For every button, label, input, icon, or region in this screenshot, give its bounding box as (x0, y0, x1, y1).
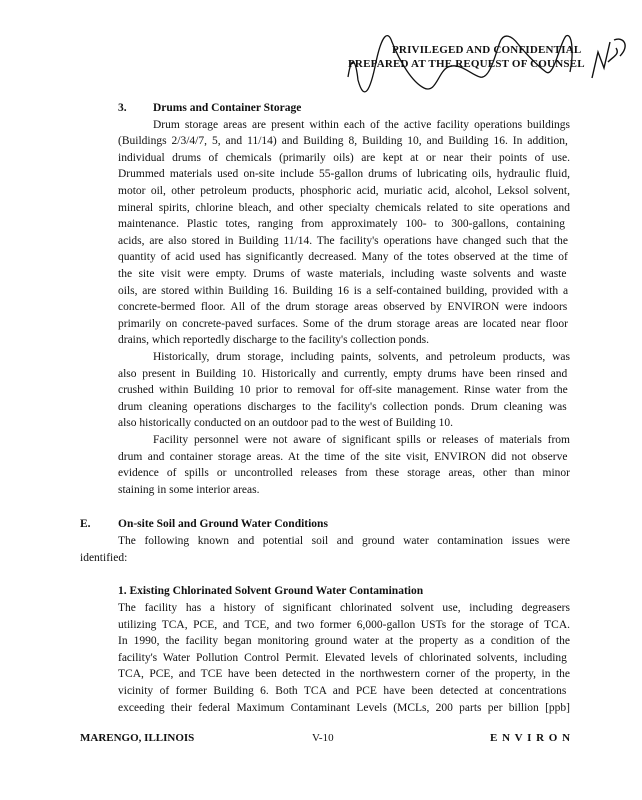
stamp-line-2: PREPARED AT THE REQUEST OF COUNSEL (348, 58, 585, 70)
body-line: mineral spirits, chlorine bleach, and other specialty chemicals related to site operations and (118, 201, 570, 214)
body-line: maintenance. Plastic totes, ranging from approximately 100- to 300-gallons, containing (118, 218, 565, 231)
privileged-stamp (330, 22, 630, 102)
body-line: oils, are stored within Building 16. Building 16 is a self-contained building, provided with a (118, 284, 569, 297)
body-line: staining in some interior areas. (118, 483, 260, 496)
body-line: also historically conducted on an outdoor pad to the west of Building 10. (118, 417, 454, 430)
body-line: In 1990, the facility began monitoring ground water at the property as a condition of the (118, 635, 570, 648)
body-line: quantity of acid used has significantly decreased. Many of the totes observed at the time of (118, 251, 568, 264)
section-title: Drums and Container Storage (153, 102, 302, 114)
section-letter: E. (80, 518, 91, 530)
body-line: primarily on concrete-paved surfaces. Some of the drum storage areas are located near floor (118, 317, 568, 330)
footer-location: MARENGO, ILLINOIS (80, 732, 195, 744)
body-line: also present in Building 10. Historically and currently, empty drums have been rinsed and (118, 367, 568, 380)
body-line: drum cleaning operations discharges to the facility's collection ponds. Drum cleaning was (118, 400, 567, 413)
body-line: Facility personnel were not aware of significant spills or releases of materials from (153, 434, 570, 446)
page-number: V-10 (312, 732, 334, 744)
body-line: evidence of spills or uncontrolled releases from these storage areas, other than minor (118, 467, 570, 480)
section-title-e: On-site Soil and Ground Water Conditions (118, 518, 328, 530)
intro-line: identified: (80, 552, 128, 564)
body-line: utilizing TCA, PCE, and TCE, and two former 6,000-gallon USTs for the storage of TCA. (118, 618, 570, 631)
body-line: (Buildings 2/3/4/7, 5, and 11/14) and Building 8, Building 10, and Building 16. In addition, (118, 135, 568, 148)
intro-line: The following known and potential soil and ground water contamination issues were (118, 535, 570, 547)
body-line: Historically, drum storage, including paints, solvents, and petroleum products, was (153, 351, 570, 363)
body-line: vicinity of former Building 6. Both TCA and PCE have been detected at concentrations (118, 685, 567, 697)
body-line: Drummed materials used on-site include 55-gallon drums of lubricating oils, hydraulic fluid, (118, 168, 570, 181)
body-line: drains, which reportedly discharge to the facility's collection ponds. (118, 334, 429, 347)
body-line: exceeding their federal Maximum Contaminant Levels (MCLs, 200 parts per billion [ppb] (118, 701, 570, 714)
subsection-title: 1. Existing Chlorinated Solvent Ground Water Contamination (118, 585, 424, 597)
body-line: acids, are also stored in Building 11/14. The facility's operations have changed such that the (118, 234, 569, 247)
body-line: facility's Water Pollution Control Permit. Elevated levels of chlorinated solvents, including (118, 651, 567, 664)
body-line: concrete-bermed floor. All of the drum storage areas observed by ENVIRON were indoors (118, 301, 568, 314)
body-line: the site visit were empty. Drums of waste materials, including waste solvents and waste (118, 268, 567, 280)
body-line: individual drums of chemicals (primarily oils) are kept at or near their points of use. (118, 151, 570, 164)
footer-company: E N V I R O N (490, 732, 572, 744)
body-line: drum and container storage areas. At the time of the site visit, ENVIRON did not observe (118, 450, 568, 463)
body-line: The facility has a history of significant chlorinated solvent use, including degreasers (118, 602, 570, 614)
stamp-line-1: PRIVILEGED AND CONFIDENTIAL (392, 44, 582, 56)
body-line: motor oil, other petroleum products, phosphoric acid, muriatic acid, alcohol, Leksol solvent, (118, 185, 570, 197)
body-line: TCA, PCE, and TCE have been detected in the northwestern corner of the property, in the (118, 668, 570, 681)
section-number: 3. (118, 102, 127, 114)
body-line: Drum storage areas are present within each of the active facility operations buildings (153, 118, 570, 131)
body-line: crushed within Building 10 prior to removal for off-site management. Rinse water from the (118, 384, 568, 397)
